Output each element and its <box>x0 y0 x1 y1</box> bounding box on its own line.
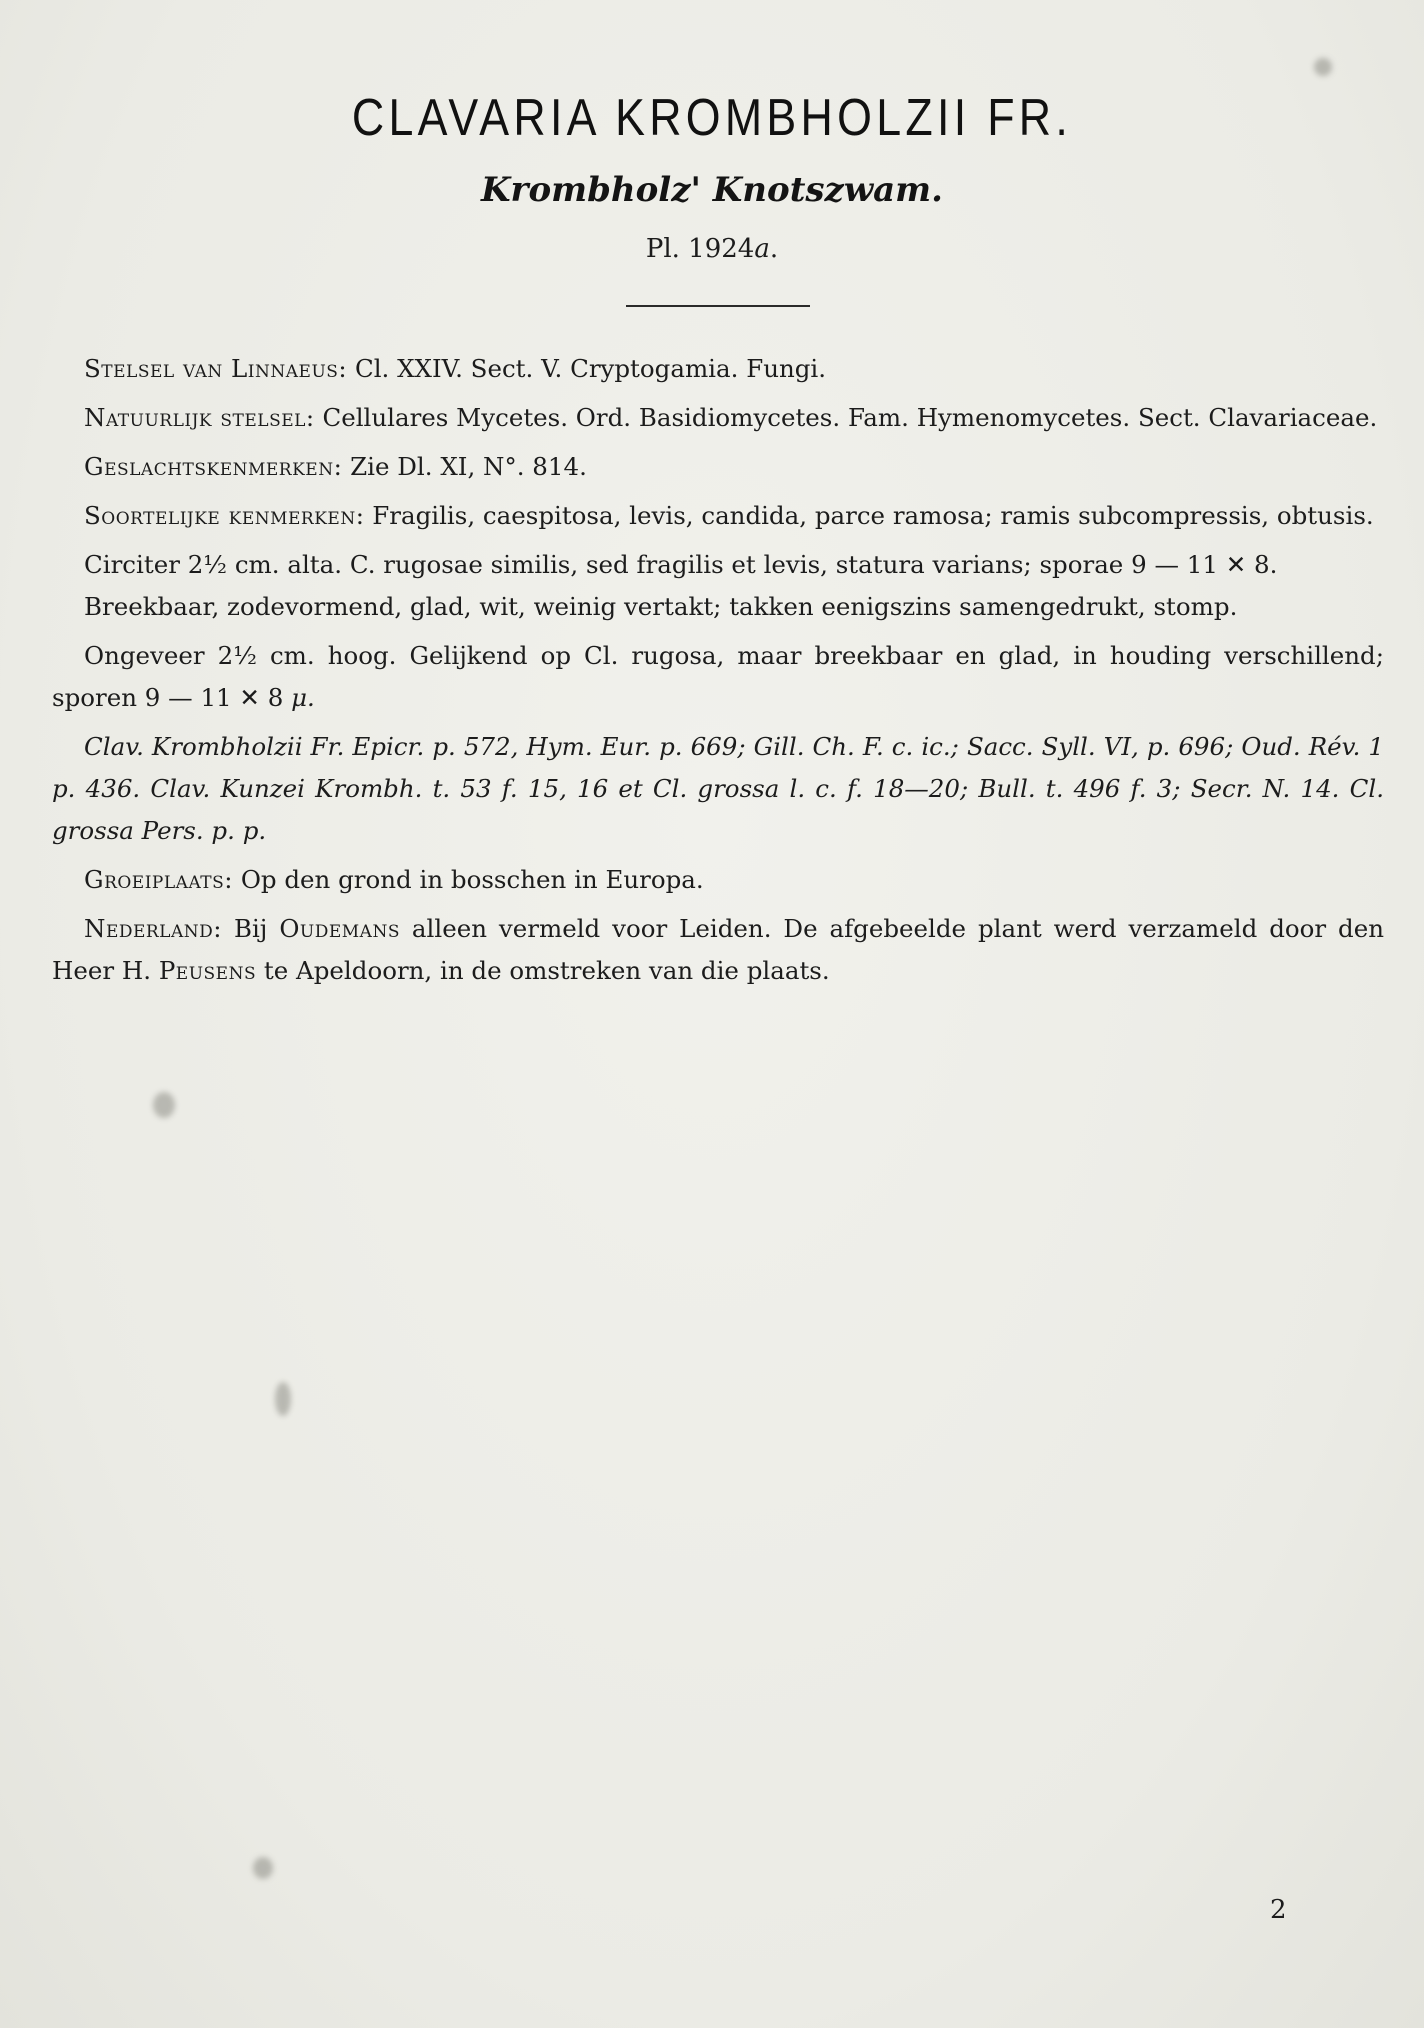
latin-description: Circiter 2½ cm. alta. C. rugosae similis, sed fragilis et levis, statura varians; sporae 9 — 11 ✕ 8. <box>84 550 1278 579</box>
plate-number-end: . <box>769 234 779 264</box>
habitat-paragraph <box>52 859 1384 901</box>
dutch-description-text: Ongeveer 2½ cm. hoog. Gelijkend op Cl. rugosa, maar breekbaar en glad, in houding verschillend; sporen 9 — 11 ✕ 8 <box>52 641 1384 712</box>
habitat-label: Groeiplaats: <box>84 865 234 894</box>
plate-number-suffix: a <box>754 234 770 264</box>
species-label: Soortelijke kenmerken: <box>84 501 365 530</box>
species-paragraph <box>52 495 1384 537</box>
micron-unit: μ. <box>283 683 315 712</box>
description-body <box>52 348 1384 999</box>
netherlands-label: Nederland: <box>84 914 223 943</box>
species-text: Fragilis, caespitosa, levis, candida, parce ramosa; ramis subcompressis, obtusis. <box>364 501 1374 530</box>
linnaeus-text: Cl. XXIV. Sect. V. Cryptogamia. Fungi. <box>347 354 827 383</box>
netherlands-text-2: alleen vermeld voor Leiden. De afgebeelde plant werd verzameld door den Heer H. <box>52 914 1385 985</box>
dutch-species-description: Breekbaar, zodevormend, glad, wit, weinig vertakt; takken eenigszins samengedrukt, stomp. <box>84 592 1238 621</box>
dutch-description <box>52 635 1384 719</box>
netherlands-text-3: te Apeldoorn, in de omstreken van die plaats. <box>256 956 830 985</box>
plate-number-prefix: Pl. 1924 <box>645 234 755 264</box>
plate-number <box>0 234 1424 264</box>
natural-system-text: Cellulares Mycetes. Ord. Basidiomycetes. Fam. Hymenomycetes. Sect. Clavariaceae. <box>314 403 1378 432</box>
page-number: 2 <box>1270 1895 1287 1925</box>
linnaeus-paragraph <box>52 348 1384 390</box>
genus-label: Geslachtskenmerken: <box>84 452 343 481</box>
paper-stain <box>253 1857 273 1879</box>
title-divider <box>626 305 810 307</box>
natural-system-paragraph <box>52 397 1384 439</box>
paper-stain <box>1314 58 1332 76</box>
linnaeus-label: Stelsel van Linnaeus: <box>84 354 348 383</box>
paper-stain <box>275 1382 291 1416</box>
common-name: Krombholz' Knotszwam. <box>481 170 943 210</box>
natural-system-label: Natuurlijk stelsel: <box>84 403 315 432</box>
author-name-oudemans: Oudemans <box>279 914 400 943</box>
species-title: CLAVARIA KROMBHOLZII FR. <box>351 89 1073 147</box>
collector-name-peusens: Peusens <box>158 956 257 985</box>
netherlands-text-1: Bij <box>222 914 280 943</box>
netherlands-paragraph <box>52 908 1384 992</box>
paper-stain <box>153 1092 175 1118</box>
genus-paragraph <box>52 446 1384 488</box>
references-paragraph: Clav. Krombholzii Fr. Epicr. p. 572, Hym. Eur. p. 669; Gill. Ch. F. c. ic.; Sacc. Syll. VI, p. 696; Oud. Rév. 1 p. 436. Clav. Kunzei Krombh. t. 53 f. 15, 16 et Cl. grossa l. c. f. 18—20; Bull. t. 496 f. 3; Secr. N. 14. Cl. grossa Pers. p. p. <box>52 732 1384 845</box>
habitat-text: Op den grond in bosschen in Europa. <box>233 865 704 894</box>
genus-text: Zie Dl. XI, N°. 814. <box>342 452 587 481</box>
